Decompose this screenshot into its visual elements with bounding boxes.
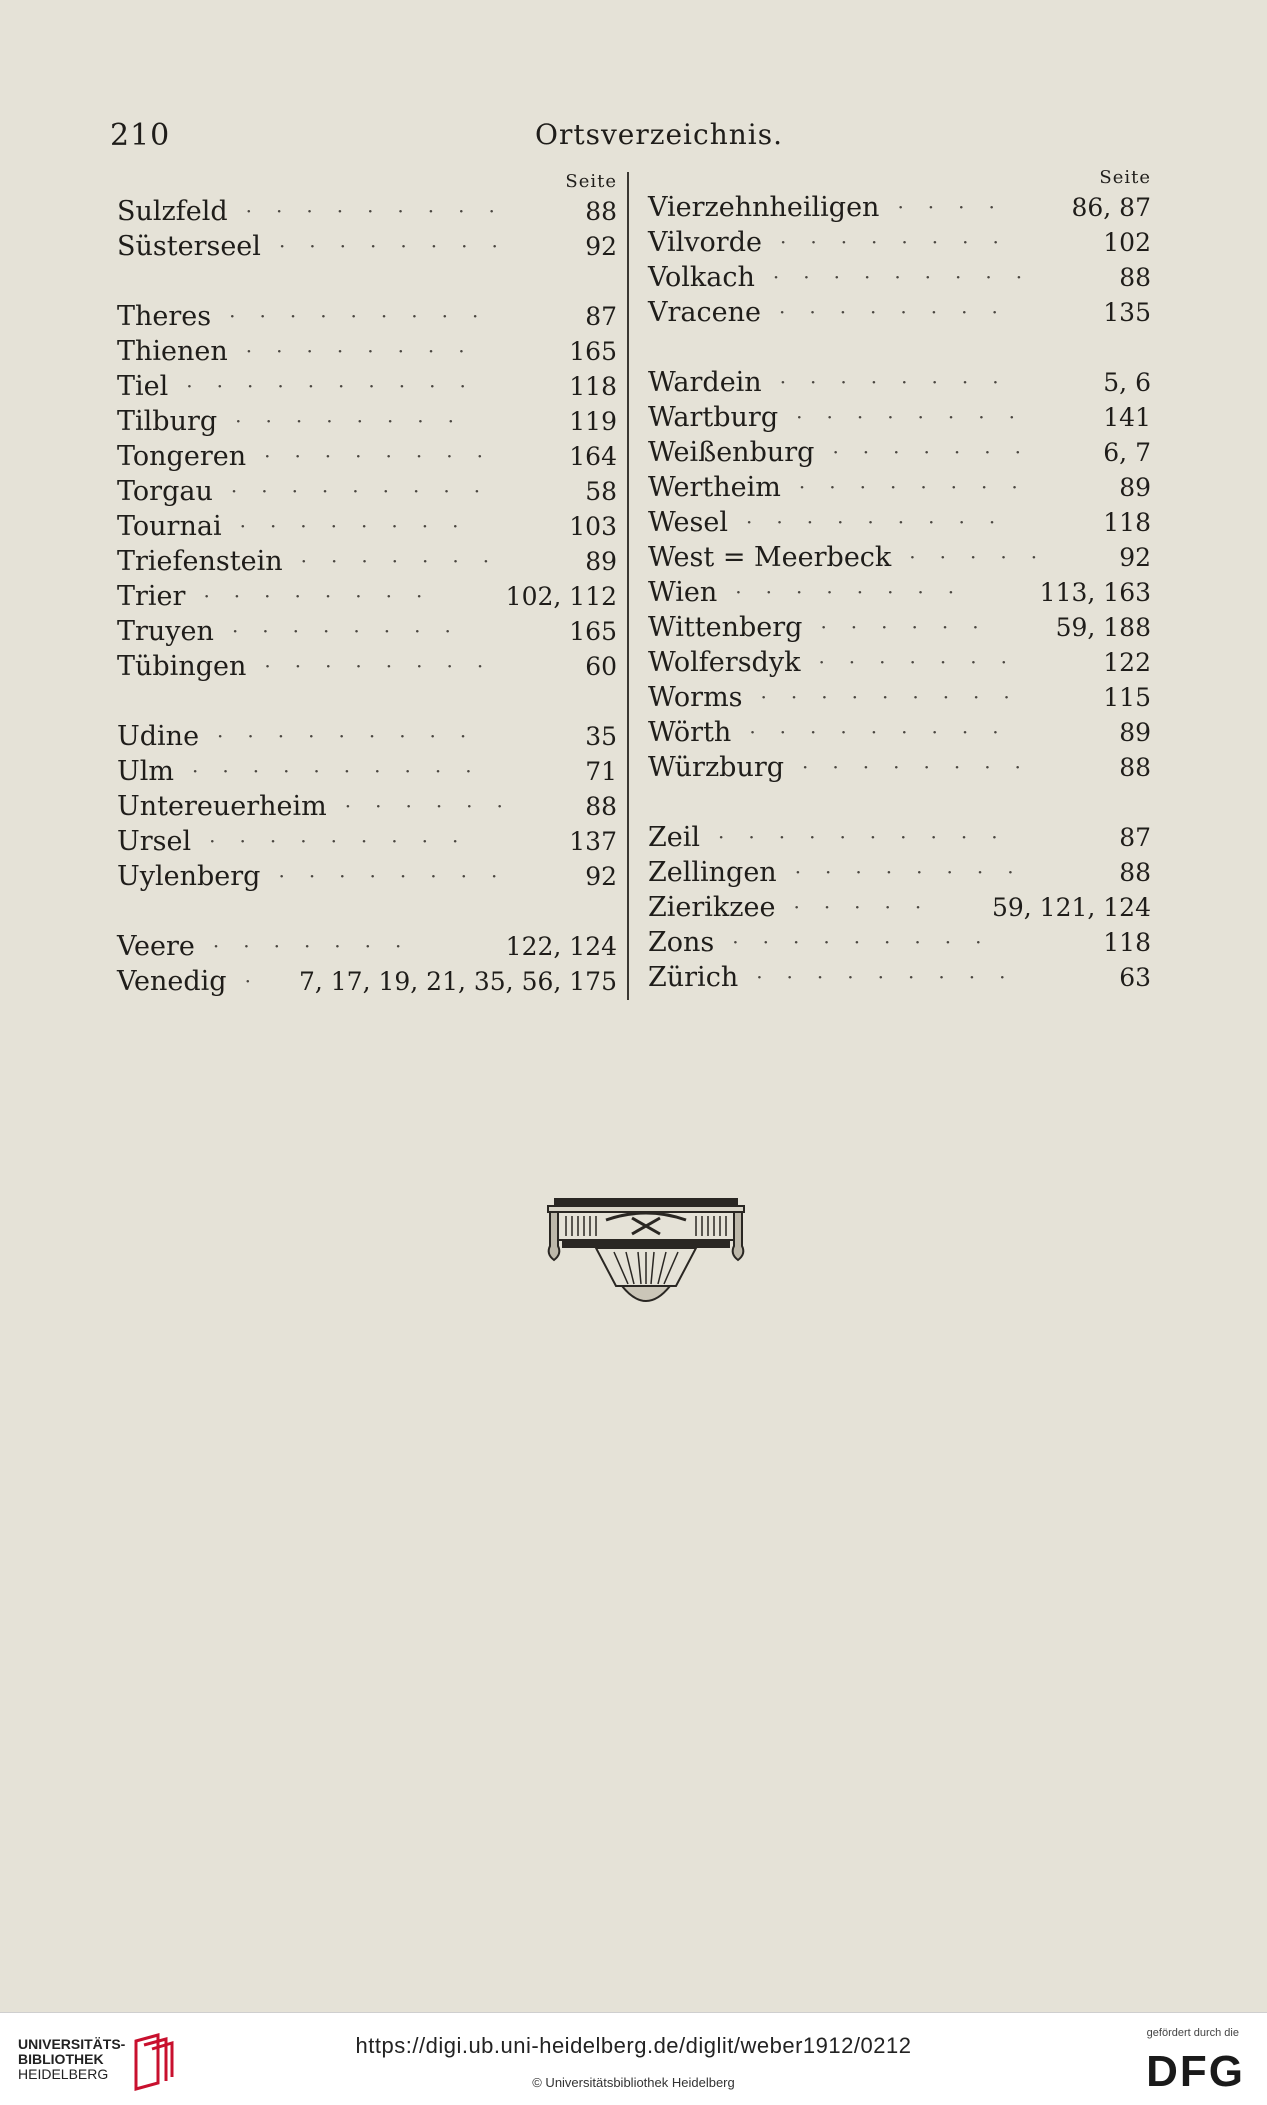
page-references: 113, 163 bbox=[1039, 578, 1151, 607]
place-name: Würzburg bbox=[648, 752, 785, 783]
index-entry bbox=[117, 859, 617, 894]
page-number: 210 bbox=[110, 118, 171, 153]
page-references: 165 bbox=[569, 617, 617, 646]
page-references: 122, 124 bbox=[505, 932, 617, 961]
index-entry bbox=[648, 890, 1151, 925]
column-divider bbox=[627, 172, 629, 1000]
leader-dots: ······ bbox=[344, 794, 527, 818]
index-column-right bbox=[648, 166, 1151, 995]
leader-dots: ········ bbox=[235, 409, 479, 433]
group-spacer bbox=[117, 264, 617, 299]
index-entry bbox=[648, 610, 1151, 645]
place-name: West = Meerbeck bbox=[648, 542, 892, 573]
index-entry bbox=[648, 645, 1151, 680]
leader-dots: ········ bbox=[264, 654, 508, 678]
index-entry bbox=[648, 505, 1151, 540]
place-name: Theres bbox=[117, 301, 212, 332]
tailpiece-ornament bbox=[536, 1190, 756, 1320]
leader-dots: ········ bbox=[278, 864, 522, 888]
index-entry bbox=[648, 365, 1151, 400]
index-entry bbox=[648, 820, 1151, 855]
place-name: Wartburg bbox=[648, 402, 779, 433]
leader-dots: ········· bbox=[217, 724, 491, 748]
leader-dots: ········ bbox=[798, 475, 1042, 499]
page-references: 165 bbox=[569, 337, 617, 366]
place-name: Zons bbox=[648, 927, 715, 958]
place-name: Süsterseel bbox=[117, 231, 261, 262]
leader-dots: ······· bbox=[818, 650, 1031, 674]
leader-dots: ····· bbox=[909, 545, 1062, 569]
page-references: 103 bbox=[569, 512, 617, 541]
leader-dots: ········· bbox=[245, 199, 519, 223]
leader-dots: ········ bbox=[779, 230, 1023, 254]
page-references: 118 bbox=[1103, 508, 1151, 537]
place-name: Vracene bbox=[648, 297, 761, 328]
page-references: 92 bbox=[585, 232, 617, 261]
place-name: Ursel bbox=[117, 826, 192, 857]
index-entry bbox=[117, 509, 617, 544]
page-references: 88 bbox=[1119, 263, 1151, 292]
index-entry bbox=[117, 929, 617, 964]
index-entry bbox=[117, 229, 617, 264]
place-name: Thienen bbox=[117, 336, 228, 367]
page-references: 92 bbox=[585, 862, 617, 891]
library-name-line: UNIVERSITÄTS- bbox=[18, 2036, 126, 2052]
index-entry bbox=[648, 960, 1151, 995]
leader-dots: ········· bbox=[760, 685, 1034, 709]
leader-dots: ········· bbox=[749, 720, 1023, 744]
seite-column-label: Seite bbox=[565, 171, 617, 192]
index-entry bbox=[648, 400, 1151, 435]
place-name: Zellingen bbox=[648, 857, 777, 888]
place-name: Sulzfeld bbox=[117, 196, 228, 227]
page-references: 88 bbox=[1119, 858, 1151, 887]
place-name: Truyen bbox=[117, 616, 214, 647]
page-references: 88 bbox=[585, 197, 617, 226]
page-references: 59, 188 bbox=[1055, 613, 1151, 642]
leader-dots: ········ bbox=[245, 339, 489, 363]
index-entry bbox=[117, 544, 617, 579]
place-name: Wörth bbox=[648, 717, 732, 748]
index-column-left bbox=[117, 170, 617, 999]
index-entry bbox=[117, 579, 617, 614]
page-references: 86, 87 bbox=[1071, 193, 1151, 222]
leader-dots: ········ bbox=[735, 580, 979, 604]
index-entry bbox=[648, 925, 1151, 960]
index-entry bbox=[648, 680, 1151, 715]
index-entry bbox=[117, 369, 617, 404]
place-name: Tiel bbox=[117, 371, 169, 402]
page-references: 135 bbox=[1103, 298, 1151, 327]
index-entry bbox=[117, 334, 617, 369]
left-entries bbox=[117, 194, 617, 999]
leader-dots: · bbox=[244, 969, 275, 993]
index-entry bbox=[648, 435, 1151, 470]
index-entry bbox=[117, 754, 617, 789]
index-entry bbox=[648, 750, 1151, 785]
leader-dots: ········ bbox=[278, 234, 522, 258]
leader-dots: ·········· bbox=[718, 825, 1022, 849]
index-entry bbox=[648, 540, 1151, 575]
index-entry bbox=[117, 404, 617, 439]
index-entry bbox=[117, 474, 617, 509]
page-references: 35 bbox=[585, 722, 617, 751]
page-references: 115 bbox=[1103, 683, 1151, 712]
page-references: 60 bbox=[585, 652, 617, 681]
page-references: 118 bbox=[1103, 928, 1151, 957]
place-name: Udine bbox=[117, 721, 200, 752]
page-references: 102, 112 bbox=[505, 582, 617, 611]
leader-dots: ······· bbox=[832, 440, 1045, 464]
leader-dots: ········ bbox=[264, 444, 507, 468]
page-references: 7, 17, 19, 21, 35, 56, 175 bbox=[298, 967, 617, 996]
library-name-line: BIBLIOTHEK bbox=[18, 2051, 104, 2067]
place-name: Wardein bbox=[648, 367, 762, 398]
seite-column-label: Seite bbox=[1099, 167, 1151, 188]
page-references: 92 bbox=[1119, 543, 1151, 572]
leader-dots: ········ bbox=[239, 514, 483, 538]
leader-dots: ······ bbox=[820, 615, 1003, 639]
group-spacer bbox=[117, 684, 617, 719]
leader-dots: ········· bbox=[732, 930, 1006, 954]
leader-dots: ········ bbox=[231, 619, 475, 643]
page-references: 118 bbox=[569, 372, 617, 401]
place-name: Wesel bbox=[648, 507, 728, 538]
index-entry bbox=[648, 190, 1151, 225]
leader-dots: ········ bbox=[796, 405, 1039, 429]
place-name: Wolfersdyk bbox=[648, 647, 801, 678]
leader-dots: ········ bbox=[203, 584, 447, 608]
place-name: Untereuerheim bbox=[117, 791, 327, 822]
leader-dots: ········· bbox=[772, 265, 1047, 289]
page-references: 58 bbox=[585, 477, 617, 506]
group-spacer bbox=[648, 785, 1151, 820]
place-name: Volkach bbox=[648, 262, 755, 293]
place-name: Veere bbox=[117, 931, 195, 962]
digitization-footer bbox=[0, 2012, 1267, 2105]
place-name: Tübingen bbox=[117, 651, 247, 682]
leader-dots: ····· bbox=[793, 895, 946, 919]
place-name: Wittenberg bbox=[648, 612, 803, 643]
index-entry bbox=[648, 575, 1151, 610]
leader-dots: ········ bbox=[794, 860, 1038, 884]
page-references: 88 bbox=[1119, 753, 1151, 782]
index-entry bbox=[648, 855, 1151, 890]
place-name: Tilburg bbox=[117, 406, 218, 437]
page-references: 89 bbox=[1119, 718, 1151, 747]
index-entry bbox=[117, 614, 617, 649]
leader-dots: ······· bbox=[300, 549, 514, 573]
copyright-notice: © Universitätsbibliothek Heidelberg bbox=[532, 2075, 735, 2090]
leader-dots: ········· bbox=[229, 304, 503, 328]
index-entry bbox=[117, 194, 617, 229]
leader-dots: ········· bbox=[746, 510, 1020, 534]
index-entry bbox=[117, 824, 617, 859]
page-references: 119 bbox=[569, 407, 617, 436]
place-name: Wien bbox=[648, 577, 718, 608]
leader-dots: ········ bbox=[778, 300, 1022, 324]
place-name: Weißenburg bbox=[648, 437, 815, 468]
index-entry bbox=[117, 719, 617, 754]
permalink-url[interactable]: https://digi.ub.uni-heidelberg.de/diglit/weber1912/0212 bbox=[355, 2033, 912, 2058]
page-references: 88 bbox=[585, 792, 617, 821]
index-entry bbox=[648, 260, 1151, 295]
running-head: Ortsverzeichnis. bbox=[535, 118, 783, 151]
page-references: 164 bbox=[569, 442, 617, 471]
place-name: Uylenberg bbox=[117, 861, 261, 892]
leader-dots: ·········· bbox=[186, 374, 490, 398]
leader-dots: ········· bbox=[209, 829, 483, 853]
page-references: 59, 121, 124 bbox=[991, 893, 1151, 922]
index-entry bbox=[648, 225, 1151, 260]
place-name: Zierikzee bbox=[648, 892, 776, 923]
leader-dots: ········· bbox=[756, 965, 1030, 989]
page-references: 87 bbox=[1119, 823, 1151, 852]
page-references: 137 bbox=[569, 827, 617, 856]
page-references: 122 bbox=[1103, 648, 1151, 677]
page-references: 89 bbox=[585, 547, 617, 576]
place-name: Torgau bbox=[117, 476, 213, 507]
page-references: 87 bbox=[585, 302, 617, 331]
place-name: Trier bbox=[117, 581, 186, 612]
index-entry bbox=[648, 715, 1151, 750]
leader-dots: ·········· bbox=[192, 759, 496, 783]
page-references: 63 bbox=[1119, 963, 1151, 992]
place-name: Vilvorde bbox=[648, 227, 762, 258]
place-name: Venedig bbox=[117, 966, 227, 997]
library-name-line: HEIDELBERG bbox=[18, 2066, 109, 2082]
page-references: 6, 7 bbox=[1103, 438, 1151, 467]
place-name: Tongeren bbox=[117, 441, 247, 472]
place-name: Zürich bbox=[648, 962, 739, 993]
page-references: 141 bbox=[1103, 403, 1151, 432]
index-entry bbox=[117, 964, 617, 999]
leader-dots: ······· bbox=[212, 934, 426, 958]
leader-dots: ···· bbox=[897, 195, 1019, 219]
index-entry bbox=[648, 295, 1151, 330]
right-entries bbox=[648, 190, 1151, 995]
index-entry bbox=[117, 789, 617, 824]
place-name: Worms bbox=[648, 682, 743, 713]
dfg-logo: DFG bbox=[1146, 2047, 1245, 2096]
page-references: 89 bbox=[1119, 473, 1151, 502]
place-name: Wertheim bbox=[648, 472, 781, 503]
index-entry bbox=[117, 649, 617, 684]
page-references: 5, 6 bbox=[1103, 368, 1151, 397]
sponsor-label: gefördert durch die bbox=[1146, 2027, 1239, 2039]
index-entry bbox=[117, 439, 617, 474]
leader-dots: ········ bbox=[779, 370, 1023, 394]
group-spacer bbox=[117, 894, 617, 929]
page-references: 71 bbox=[585, 757, 617, 786]
page-references: 102 bbox=[1103, 228, 1151, 257]
place-name: Vierzehnheiligen bbox=[648, 192, 880, 223]
leader-dots: ········ bbox=[802, 755, 1045, 779]
place-name: Triefenstein bbox=[117, 546, 283, 577]
index-entry bbox=[117, 299, 617, 334]
index-entry bbox=[648, 470, 1151, 505]
leader-dots: ········· bbox=[230, 479, 505, 503]
place-name: Ulm bbox=[117, 756, 174, 787]
place-name: Tournai bbox=[117, 511, 222, 542]
group-spacer bbox=[648, 330, 1151, 365]
place-name: Zeil bbox=[648, 822, 701, 853]
